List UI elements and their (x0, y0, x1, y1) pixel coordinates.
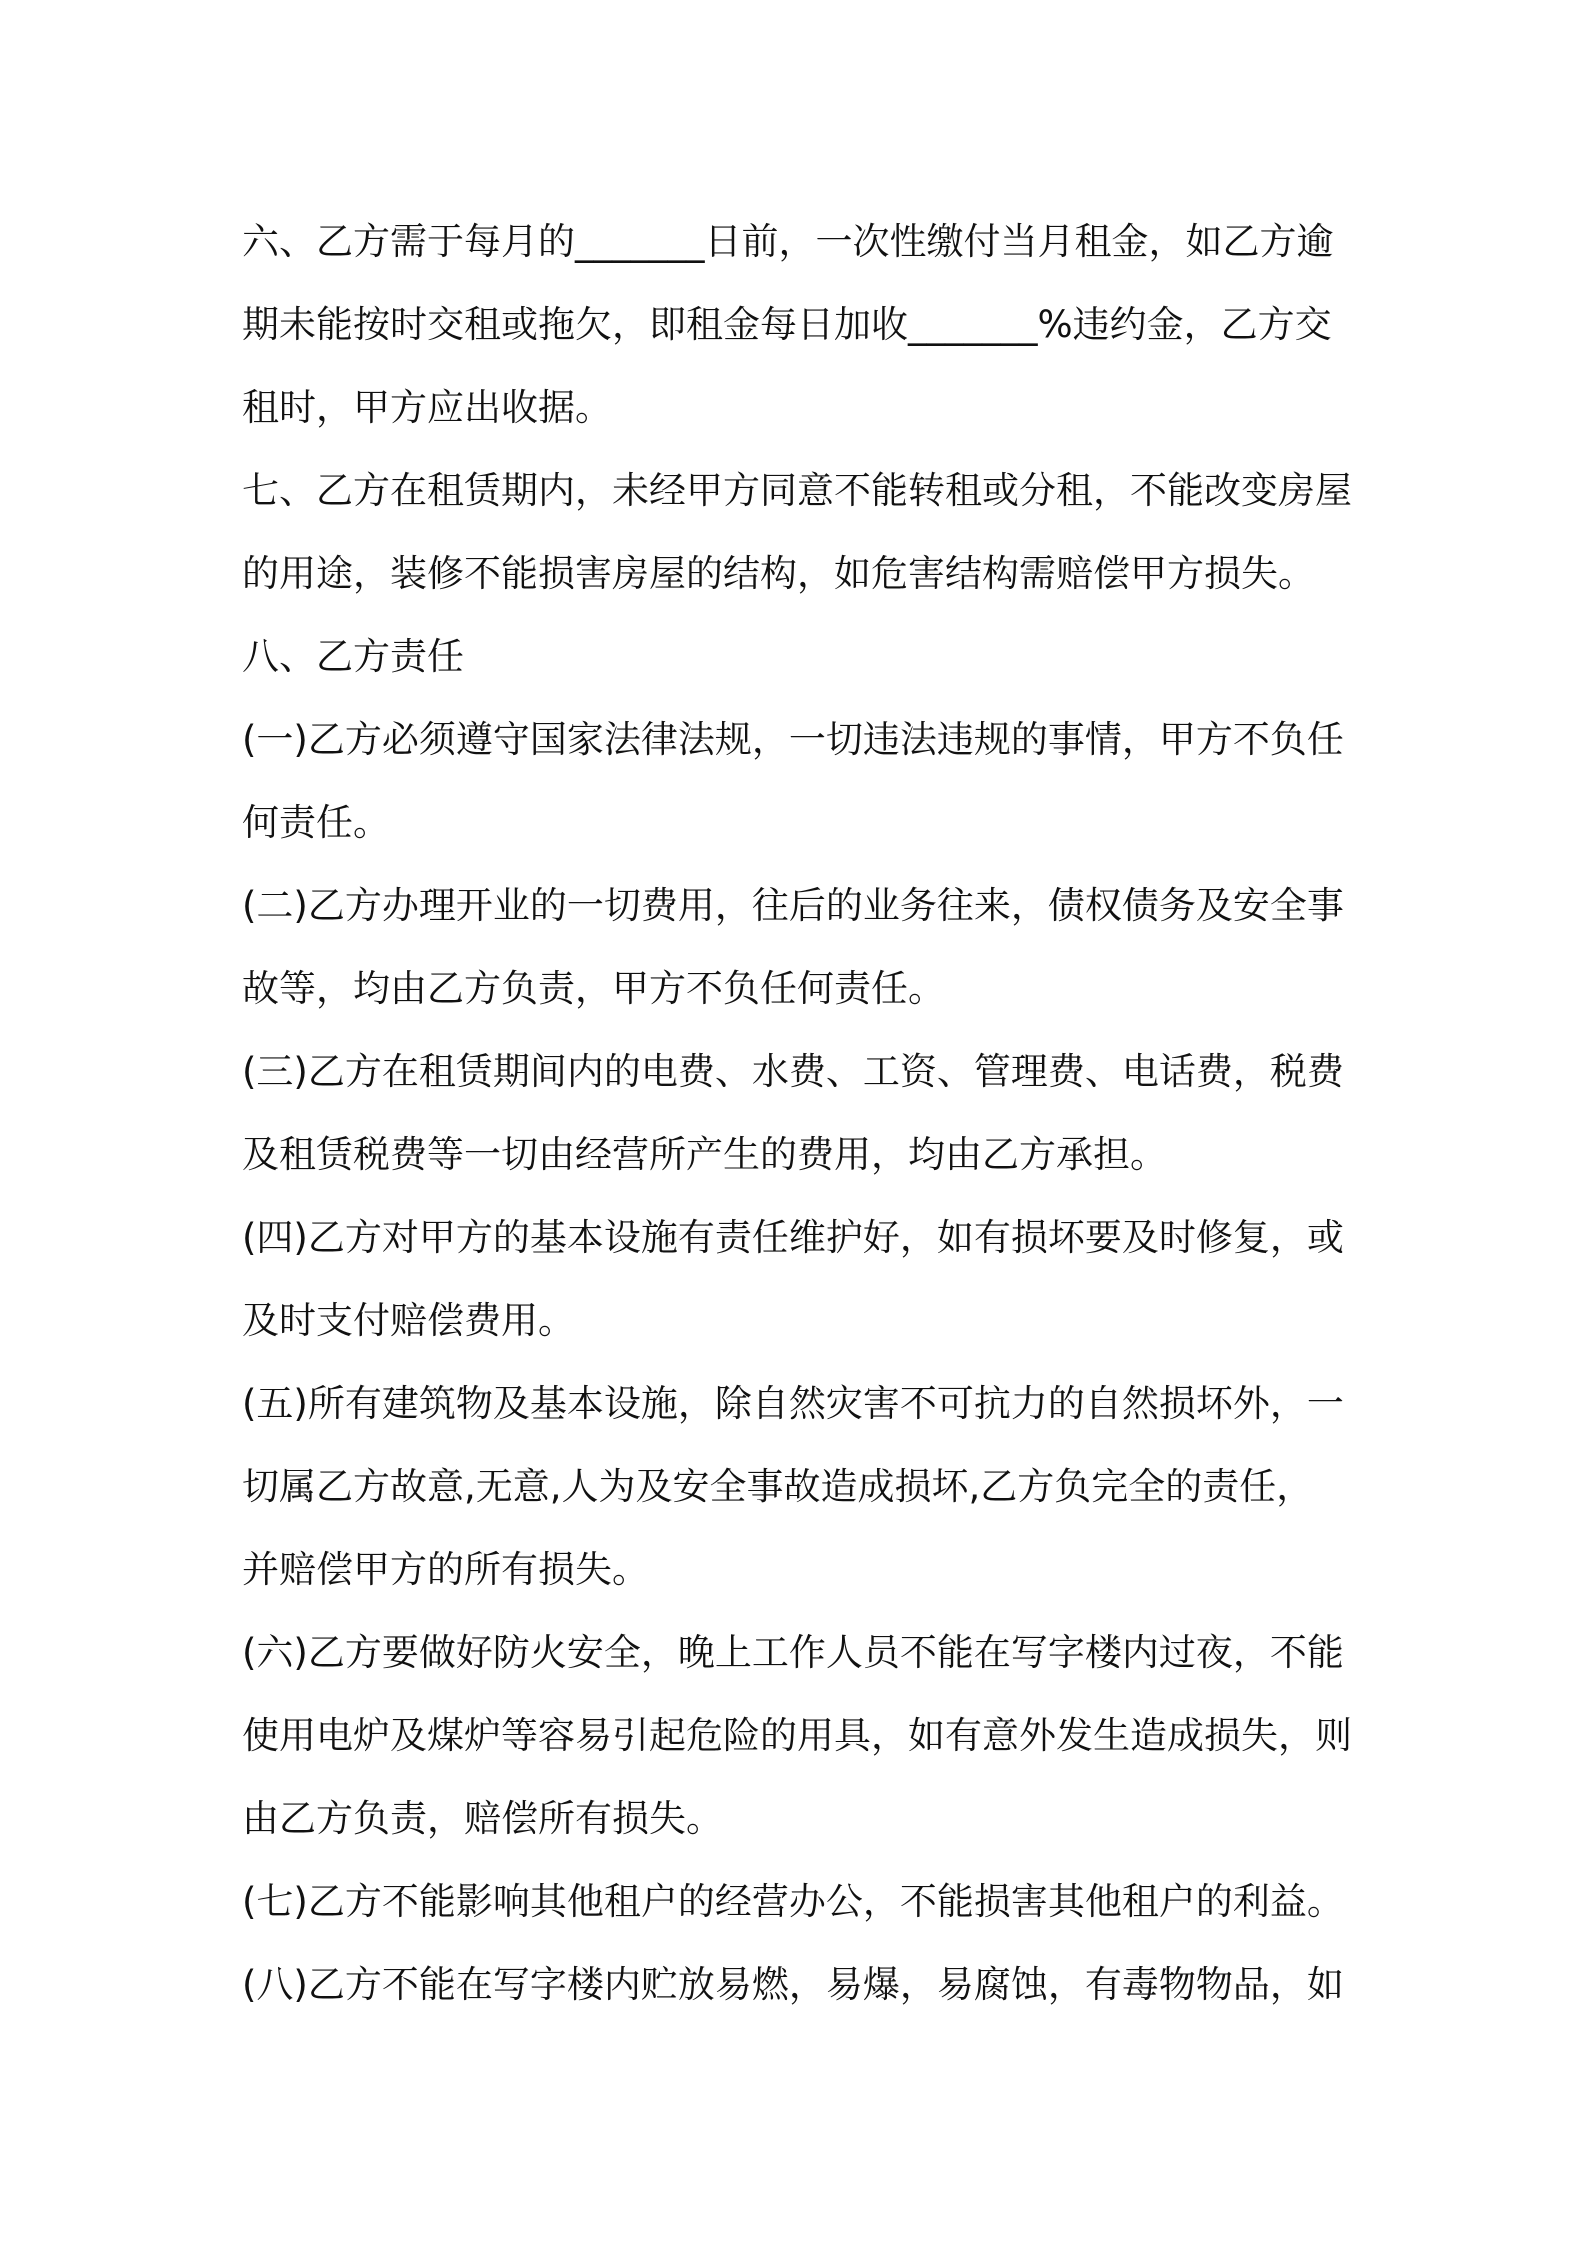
text-line: (四)乙方对甲方的基本设施有责任维护好，如有损坏要及时修复，或 (242, 1216, 1344, 1259)
sub-clause-1 (242, 698, 1362, 864)
text-line: 及时支付赔偿费用。 (242, 1299, 575, 1342)
text-line: 使用电炉及煤炉等容易引起危险的用具，如有意外发生造成损失，则 (242, 1714, 1352, 1757)
text-line: 的用途，装修不能损害房屋的结构，如危害结构需赔偿甲方损失。 (242, 552, 1315, 595)
text-line: 六、乙方需于每月的_______日前，一次性缴付当月租金，如乙方逾 (242, 220, 1334, 263)
sub-clause-2 (242, 864, 1362, 1030)
text-line: 租时，甲方应出收据。 (242, 386, 612, 429)
text-line: 期未能按时交租或拖欠，即租金每日加收_______%违约金，乙方交 (242, 303, 1332, 346)
text-line: 八、乙方责任 (242, 635, 464, 678)
sub-clause-4 (242, 1196, 1362, 1362)
document-body (242, 200, 1362, 2026)
text-line: 七、乙方在租赁期内，未经甲方同意不能转租或分租，不能改变房屋 (242, 469, 1352, 512)
sub-clause-7 (242, 1860, 1362, 1943)
sub-clause-8 (242, 1943, 1362, 2026)
text-line: 由乙方负责，赔偿所有损失。 (242, 1797, 723, 1840)
sub-clause-3 (242, 1030, 1362, 1196)
text-line: (五)所有建筑物及基本设施，除自然灾害不可抗力的自然损坏外，一 (242, 1382, 1344, 1425)
text-line: 切属乙方故意,无意,人为及安全事故造成损坏,乙方负完全的责任， (242, 1465, 1314, 1508)
text-line: 及租赁税费等一切由经营所产生的费用，均由乙方承担。 (242, 1133, 1167, 1176)
clause-6 (242, 200, 1362, 449)
text-line: 并赔偿甲方的所有损失。 (242, 1548, 649, 1591)
text-line: 故等，均由乙方负责，甲方不负任何责任。 (242, 967, 945, 1010)
clause-7 (242, 449, 1362, 615)
text-line: (八)乙方不能在写字楼内贮放易燃，易爆，易腐蚀，有毒物物品，如 (242, 1963, 1344, 2006)
text-line: (六)乙方要做好防火安全，晚上工作人员不能在写字楼内过夜，不能 (242, 1631, 1344, 1674)
text-line: (三)乙方在租赁期间内的电费、水费、工资、管理费、电话费，税费 (242, 1050, 1344, 1093)
text-line: (一)乙方必须遵守国家法律法规，一切违法违规的事情，甲方不负任 (242, 718, 1344, 761)
clause-8-heading (242, 615, 1362, 698)
text-line: 何责任。 (242, 801, 390, 844)
text-line: (七)乙方不能影响其他租户的经营办公，不能损害其他租户的利益。 (242, 1880, 1344, 1923)
sub-clause-5 (242, 1362, 1362, 1611)
sub-clause-6 (242, 1611, 1362, 1860)
text-line: (二)乙方办理开业的一切费用，往后的业务往来，债权债务及安全事 (242, 884, 1344, 927)
